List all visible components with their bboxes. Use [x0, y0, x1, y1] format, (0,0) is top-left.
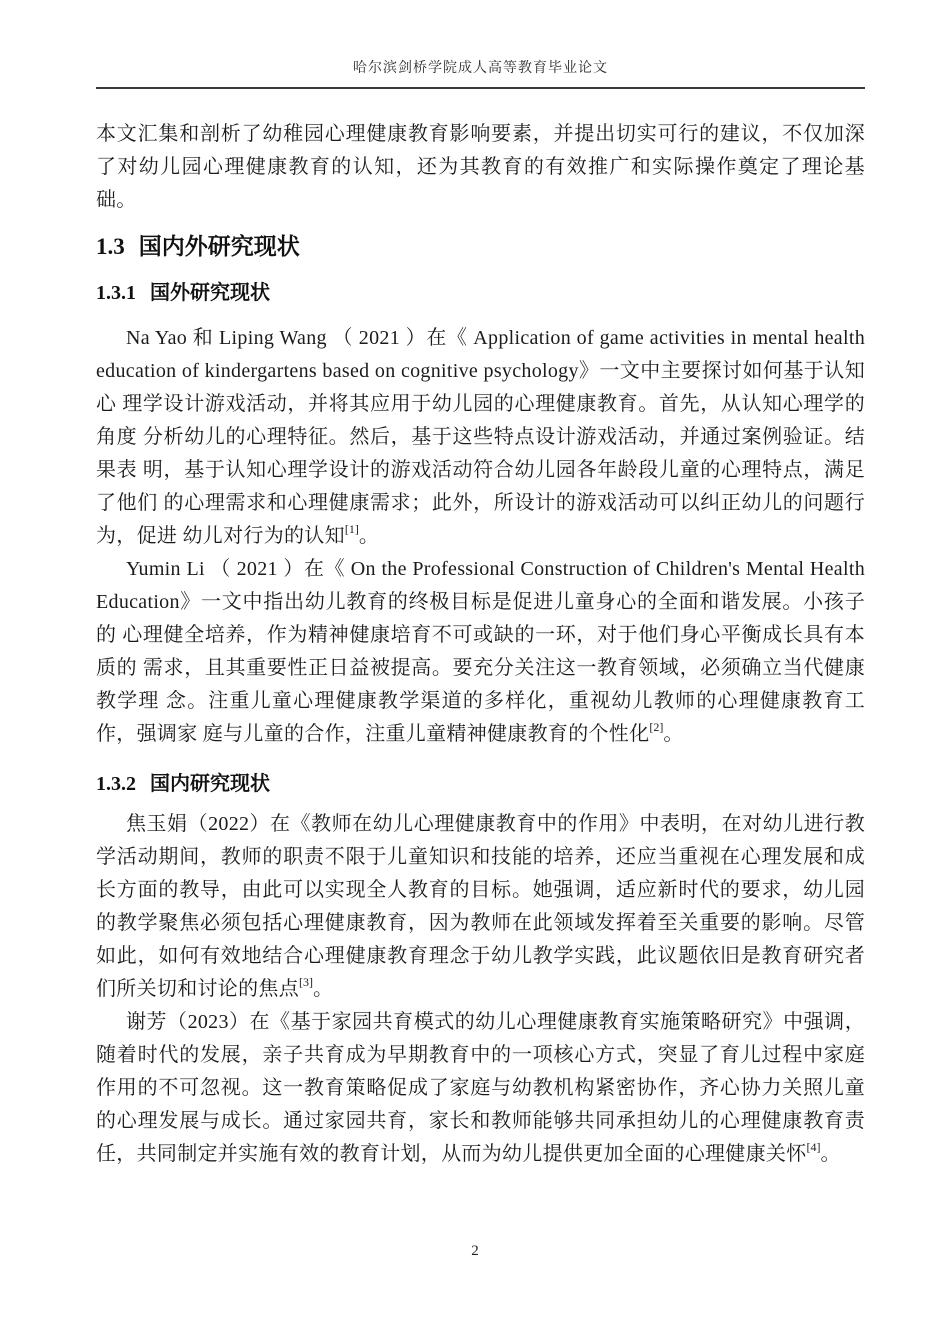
- heading-1-3-title: 国内外研究现状: [138, 233, 300, 259]
- heading-1-3-number: 1.3: [96, 234, 125, 259]
- page-content: [96, 118, 865, 1171]
- paragraph-na-yao-tail: 。: [358, 525, 380, 547]
- paragraph-na-yao-text: Na Yao 和 Liping Wang （ 2021 ）在《 Application of game activities in mental health education of kindergartens based on cognitive psychology》一文中主要探讨如何基于认知心 理学设计游戏活动，并将其应用于幼儿园的心理健康教育。首先，从认知心理学的角度 分析幼儿的心理特征。然后，基于这些特点设计游戏活动，并通过案例验证。结果表 明，基于认知心理学设计的游戏活动符合幼儿园各年龄段儿童的心理特点，满足了他们 的心理需求和心理健康需求；此外，所设计的游戏活动可以纠正幼儿的问题行为，促进 幼儿对行为的认知: [96, 327, 865, 547]
- heading-1-3-2: [96, 771, 865, 798]
- footnote-ref-4: [4]: [806, 1140, 821, 1154]
- intro-paragraph-text: 本文汇集和剖析了幼稚园心理健康教育影响要素，并提出切实可行的建议，不仅加深了对幼儿园心理健康教育的认知，还为其教育的有效推广和实际操作奠定了理论基础。: [96, 123, 865, 211]
- intro-paragraph: [96, 118, 865, 217]
- paragraph-na-yao: [96, 322, 865, 553]
- paragraph-yumin-li-tail: 。: [663, 723, 684, 745]
- paragraph-xie-fang-tail: 。: [820, 1143, 841, 1165]
- heading-1-3-2-number: 1.3.2: [96, 773, 136, 795]
- running-head-title: 哈尔滨剑桥学院成人高等教育毕业论文: [353, 61, 608, 76]
- footnote-ref-1: [1]: [344, 522, 359, 536]
- heading-1-3-1-number: 1.3.1: [96, 282, 136, 304]
- paragraph-jiao-yujuan-text: 焦玉娟（2022）在《教师在幼儿心理健康教育中的作用》中表明，在对幼儿进行教学活动期间，教师的职责不限于儿童知识和技能的培养，还应当重视在心理发展和成长方面的教导，由此可以实现全人教育的目标。她强调，适应新时代的要求，幼儿园的教学聚焦必须包括心理健康教育，因为教师在此领域发挥着至关重要的影响。尽管如此，如何有效地结合心理健康教育理念于幼儿教学实践，此议题依旧是教育研究者们所关切和讨论的焦点: [96, 813, 865, 1000]
- heading-1-3-2-title: 国内研究现状: [150, 773, 270, 795]
- paragraph-xie-fang-text: 谢芳（2023）在《基于家园共育模式的幼儿心理健康教育实施策略研究》中强调，随着时代的发展，亲子共育成为早期教育中的一项核心方式，突显了育儿过程中家庭作用的不可忽视。这一教育策略促成了家庭与幼教机构紧密协作，齐心协力关照儿童的心理发展与成长。通过家园共育，家长和教师能够共同承担幼儿的心理健康教育责任，共同制定并实施有效的教育计划，从而为幼儿提供更加全面的心理健康关怀: [96, 1011, 865, 1165]
- page-number: 2: [471, 1243, 479, 1259]
- heading-1-3-1-title: 国外研究现状: [150, 282, 270, 304]
- paragraph-yumin-li: [96, 553, 865, 751]
- paragraph-xie-fang: [96, 1006, 865, 1171]
- paragraph-jiao-yujuan-tail: 。: [313, 978, 334, 1000]
- paragraph-jiao-yujuan: [96, 808, 865, 1006]
- heading-1-3: [96, 231, 865, 262]
- spacer: [96, 798, 865, 808]
- page-footer: [0, 1243, 950, 1260]
- paragraph-yumin-li-text: Yumin Li （ 2021 ）在《 On the Professional Construction of Children's Mental Health Education》一文中指出幼儿教育的终极目标是促进儿童身心的全面和谐发展。小孩子的 心理健全培养，作为精神健康培育不可或缺的一环，对于他们身心平衡成长具有本质的 需求，且其重要性正日益被提高。要充分关注这一教育领域，必须确立当代健康教学理 念。注重儿童心理健康教学渠道的多样化，重视幼儿教师的心理健康教育工作，强调家 庭与儿童的合作，注重儿童精神健康教育的个性化: [96, 558, 865, 745]
- footnote-ref-2: [2]: [649, 720, 664, 734]
- footnote-ref-3: [3]: [299, 975, 313, 989]
- page-header: [96, 0, 865, 89]
- heading-1-3-1: [96, 280, 865, 307]
- spacer: [96, 307, 865, 322]
